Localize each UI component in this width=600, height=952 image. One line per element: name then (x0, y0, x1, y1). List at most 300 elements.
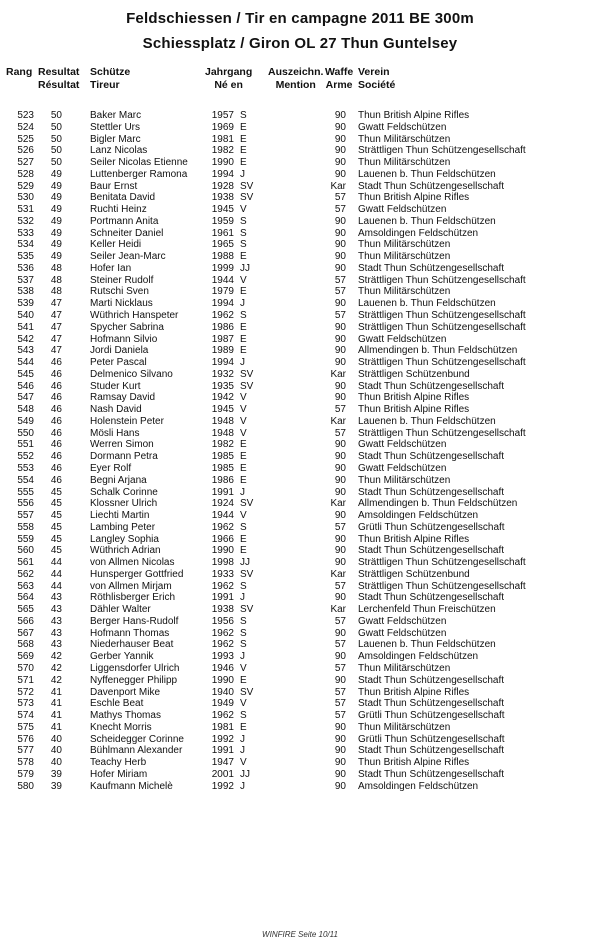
table-row (0, 345, 600, 357)
result-cell: 44 (50, 568, 62, 580)
birth-year-cell: 1924 (211, 498, 234, 510)
table-row (0, 310, 600, 322)
weapon-cell: 90 (334, 510, 346, 522)
result-cell: 46 (50, 474, 62, 486)
table-row (0, 628, 600, 640)
shooter-name-cell: Bühlmann Alexander (90, 745, 183, 757)
weapon-cell: 90 (334, 227, 346, 239)
weapon-cell: Kar (330, 498, 346, 510)
club-cell: Grütli Thun Schützengesellschaft (358, 733, 505, 745)
shooter-name-cell: Holenstein Peter (90, 415, 164, 427)
club-cell: Thun Militärschützen (358, 662, 451, 674)
shooter-name-cell: Hofmann Thomas (90, 627, 170, 639)
birth-year-cell: 1981 (211, 721, 234, 733)
club-cell: Stadt Thun Schützengesellschaft (358, 451, 505, 463)
shooter-name-cell: Rutschi Sven (90, 286, 149, 298)
club-cell: Thun British Alpine Rifles (358, 533, 470, 545)
birth-year-cell: 1990 (211, 674, 234, 686)
results-table (0, 110, 600, 792)
birth-year-cell: 1928 (211, 180, 234, 192)
shooter-name-cell: Lanz Nicolas (90, 145, 148, 157)
shooter-name-cell: Begni Arjana (90, 474, 147, 486)
shooter-name-cell: Portmann Anita (90, 215, 159, 227)
rank-cell: 564 (17, 592, 34, 604)
category-cell: S (240, 710, 247, 722)
result-cell: 49 (50, 251, 62, 263)
category-cell: V (240, 404, 247, 416)
club-cell: Strättligen Thun Schützengesellschaft (358, 310, 526, 322)
club-cell: Amsoldingen Feldschützen (358, 780, 479, 792)
birth-year-cell: 1999 (211, 262, 234, 274)
weapon-cell: Kar (330, 180, 346, 192)
club-cell: Strättligen Schützenbund (358, 368, 470, 380)
club-cell: Thun British Alpine Rifles (358, 392, 470, 404)
weapon-cell: 90 (334, 251, 346, 263)
club-cell: Gwatt Feldschützen (358, 121, 447, 133)
weapon-cell: 90 (334, 462, 346, 474)
club-cell: Thun British Alpine Rifles (358, 404, 470, 416)
birth-year-cell: 1933 (211, 568, 234, 580)
table-row (0, 416, 600, 428)
club-cell: Stadt Thun Schützengesellschaft (358, 180, 505, 192)
table-row (0, 110, 600, 122)
club-cell: Thun Militärschützen (358, 133, 451, 145)
shooter-name-cell: Keller Heidi (90, 239, 142, 251)
shooter-name-cell: Stettler Urs (90, 121, 141, 133)
rank-cell: 562 (17, 568, 34, 580)
birth-year-cell: 1982 (211, 145, 234, 157)
table-row (0, 534, 600, 546)
result-cell: 47 (50, 321, 62, 333)
table-row (0, 675, 600, 687)
rank-cell: 537 (17, 274, 34, 286)
weapon-cell: Kar (330, 415, 346, 427)
table-row (0, 757, 600, 769)
shooter-name-cell: Langley Sophia (90, 533, 159, 545)
table-row (0, 169, 600, 181)
rank-cell: 539 (17, 298, 34, 310)
birth-year-cell: 1992 (211, 780, 234, 792)
result-cell: 49 (50, 239, 62, 251)
shooter-name-cell: Benitata David (90, 192, 156, 204)
category-cell: V (240, 427, 247, 439)
result-cell: 46 (50, 392, 62, 404)
shooter-name-cell: Seiler Nicolas Etienne (90, 157, 188, 169)
category-cell: S (240, 227, 247, 239)
category-cell: E (240, 251, 247, 263)
birth-year-cell: 1966 (211, 533, 234, 545)
weapon-cell: 57 (334, 310, 346, 322)
category-cell: E (240, 286, 247, 298)
birth-year-cell: 1969 (211, 121, 234, 133)
result-cell: 42 (50, 674, 62, 686)
rank-cell: 527 (17, 157, 34, 169)
table-row (0, 698, 600, 710)
weapon-cell: 90 (334, 357, 346, 369)
birth-year-cell: 1994 (211, 168, 234, 180)
birth-year-cell: 1946 (211, 662, 234, 674)
weapon-cell: 90 (334, 380, 346, 392)
club-cell: Stadt Thun Schützengesellschaft (358, 745, 505, 757)
table-row (0, 369, 600, 381)
birth-year-cell: 1989 (211, 345, 234, 357)
shooter-name-cell: Davenport Mike (90, 686, 161, 698)
club-cell: Gwatt Feldschützen (358, 627, 447, 639)
birth-year-cell: 1981 (211, 133, 234, 145)
club-cell: Thun British Alpine Rifles (358, 192, 470, 204)
result-cell: 49 (50, 180, 62, 192)
table-row (0, 592, 600, 604)
rank-cell: 580 (17, 780, 34, 792)
shooter-name-cell: Niederhauser Beat (90, 639, 174, 651)
table-row (0, 475, 600, 487)
table-row (0, 581, 600, 593)
rank-cell: 524 (17, 121, 34, 133)
birth-year-cell: 1944 (211, 274, 234, 286)
birth-year-cell: 1986 (211, 321, 234, 333)
rank-cell: 528 (17, 168, 34, 180)
birth-year-cell: 1945 (211, 404, 234, 416)
weapon-cell: 90 (334, 121, 346, 133)
rank-cell: 529 (17, 180, 34, 192)
category-cell: J (240, 298, 245, 310)
result-cell: 43 (50, 639, 62, 651)
rank-cell: 561 (17, 557, 34, 569)
birth-year-cell: 1991 (211, 486, 234, 498)
birth-year-cell: 1991 (211, 592, 234, 604)
shooter-name-cell: Steiner Rudolf (90, 274, 154, 286)
rank-cell: 566 (17, 615, 34, 627)
result-cell: 46 (50, 368, 62, 380)
table-row (0, 381, 600, 393)
result-cell: 43 (50, 604, 62, 616)
weapon-cell: 90 (334, 674, 346, 686)
table-row (0, 569, 600, 581)
table-row (0, 357, 600, 369)
club-cell: Lauenen b. Thun Feldschützen (358, 215, 496, 227)
header-rang: Rang (6, 66, 33, 78)
table-row (0, 216, 600, 228)
weapon-cell: Kar (330, 368, 346, 380)
birth-year-cell: 1994 (211, 357, 234, 369)
result-cell: 45 (50, 510, 62, 522)
table-row (0, 251, 600, 263)
category-cell: S (240, 627, 247, 639)
club-cell: Thun Militärschützen (358, 251, 451, 263)
club-cell: Stadt Thun Schützengesellschaft (358, 380, 505, 392)
weapon-cell: 90 (334, 486, 346, 498)
category-cell: J (240, 357, 245, 369)
result-cell: 41 (50, 710, 62, 722)
weapon-cell: 90 (334, 345, 346, 357)
shooter-name-cell: Nyffenegger Philipp (90, 674, 178, 686)
weapon-cell: Kar (330, 568, 346, 580)
category-cell: E (240, 145, 247, 157)
birth-year-cell: 1988 (211, 251, 234, 263)
category-cell: V (240, 204, 247, 216)
category-cell: E (240, 451, 247, 463)
weapon-cell: 90 (334, 721, 346, 733)
table-row (0, 734, 600, 746)
shooter-name-cell: Hofmann Silvio (90, 333, 158, 345)
category-cell: E (240, 121, 247, 133)
result-cell: 47 (50, 310, 62, 322)
rank-cell: 567 (17, 627, 34, 639)
shooter-name-cell: Kaufmann Michelè (90, 780, 173, 792)
club-cell: Lerchenfeld Thun Freischützen (358, 604, 496, 616)
table-row (0, 275, 600, 287)
weapon-cell: 90 (334, 651, 346, 663)
club-cell: Thun Militärschützen (358, 286, 451, 298)
table-row (0, 334, 600, 346)
birth-year-cell: 1957 (211, 110, 234, 121)
shooter-name-cell: von Allmen Nicolas (90, 557, 175, 569)
weapon-cell: 90 (334, 145, 346, 157)
shooter-name-cell: Bigler Marc (90, 133, 141, 145)
weapon-cell: 90 (334, 298, 346, 310)
table-row (0, 687, 600, 699)
header-verein: Verein Société (358, 66, 396, 91)
birth-year-cell: 2001 (211, 768, 234, 780)
club-cell: Thun British Alpine Rifles (358, 686, 470, 698)
weapon-cell: 57 (334, 710, 346, 722)
category-cell: J (240, 733, 245, 745)
birth-year-cell: 1987 (211, 333, 234, 345)
result-cell: 46 (50, 462, 62, 474)
weapon-cell: 57 (334, 686, 346, 698)
header-schuetze: Schütze Tireur (90, 66, 131, 91)
table-row (0, 145, 600, 157)
shooter-name-cell: Peter Pascal (90, 357, 147, 369)
birth-year-cell: 1938 (211, 192, 234, 204)
table-row (0, 557, 600, 569)
category-cell: E (240, 474, 247, 486)
shooter-name-cell: Dormann Petra (90, 451, 158, 463)
table-row (0, 134, 600, 146)
result-cell: 41 (50, 686, 62, 698)
club-cell: Thun British Alpine Rifles (358, 110, 470, 121)
result-cell: 49 (50, 204, 62, 216)
category-cell: E (240, 345, 247, 357)
club-cell: Lauenen b. Thun Feldschützen (358, 298, 496, 310)
result-cell: 44 (50, 580, 62, 592)
result-cell: 39 (50, 780, 62, 792)
rank-cell: 576 (17, 733, 34, 745)
club-cell: Strättligen Thun Schützengesellschaft (358, 557, 526, 569)
shooter-name-cell: Knecht Morris (90, 721, 152, 733)
birth-year-cell: 1998 (211, 557, 234, 569)
club-cell: Thun British Alpine Rifles (358, 757, 470, 769)
birth-year-cell: 1956 (211, 615, 234, 627)
table-row (0, 122, 600, 134)
category-cell: V (240, 698, 247, 710)
weapon-cell: 90 (334, 333, 346, 345)
rank-cell: 544 (17, 357, 34, 369)
table-row (0, 663, 600, 675)
result-cell: 46 (50, 451, 62, 463)
rank-cell: 550 (17, 427, 34, 439)
rank-cell: 552 (17, 451, 34, 463)
category-cell: SV (240, 192, 254, 204)
club-cell: Thun Militärschützen (358, 474, 451, 486)
result-cell: 42 (50, 662, 62, 674)
rank-cell: 526 (17, 145, 34, 157)
club-cell: Amsoldingen Feldschützen (358, 651, 479, 663)
result-cell: 49 (50, 168, 62, 180)
rank-cell: 568 (17, 639, 34, 651)
category-cell: SV (240, 498, 254, 510)
category-cell: J (240, 745, 245, 757)
category-cell: S (240, 239, 247, 251)
club-cell: Thun Militärschützen (358, 239, 451, 251)
result-cell: 46 (50, 357, 62, 369)
result-cell: 49 (50, 215, 62, 227)
rank-cell: 548 (17, 404, 34, 416)
club-cell: Stadt Thun Schützengesellschaft (358, 698, 505, 710)
result-cell: 43 (50, 615, 62, 627)
shooter-name-cell: Spycher Sabrina (90, 321, 164, 333)
category-cell: SV (240, 604, 254, 616)
table-row (0, 263, 600, 275)
result-cell: 49 (50, 227, 62, 239)
birth-year-cell: 1962 (211, 580, 234, 592)
table-row (0, 616, 600, 628)
rank-cell: 558 (17, 521, 34, 533)
table-row (0, 651, 600, 663)
table-row (0, 781, 600, 793)
weapon-cell: 90 (334, 745, 346, 757)
weapon-cell: 90 (334, 239, 346, 251)
shooter-name-cell: Schalk Corinne (90, 486, 158, 498)
club-cell: Gwatt Feldschützen (358, 204, 447, 216)
category-cell: V (240, 757, 247, 769)
rank-cell: 574 (17, 710, 34, 722)
shooter-name-cell: Baker Marc (90, 110, 142, 121)
rank-cell: 523 (17, 110, 34, 121)
category-cell: J (240, 780, 245, 792)
weapon-cell: 90 (334, 533, 346, 545)
rank-cell: 543 (17, 345, 34, 357)
weapon-cell: 57 (334, 639, 346, 651)
rank-cell: 569 (17, 651, 34, 663)
birth-year-cell: 1965 (211, 239, 234, 251)
shooter-name-cell: Hofer Miriam (90, 768, 148, 780)
club-cell: Strättligen Schützenbund (358, 568, 470, 580)
shooter-name-cell: Baur Ernst (90, 180, 138, 192)
category-cell: JJ (240, 557, 250, 569)
table-row (0, 545, 600, 557)
result-cell: 41 (50, 721, 62, 733)
rank-cell: 571 (17, 674, 34, 686)
weapon-cell: 57 (334, 615, 346, 627)
category-cell: E (240, 533, 247, 545)
header-resultat: Resultat Résultat (38, 66, 80, 91)
club-cell: Stadt Thun Schützengesellschaft (358, 262, 505, 274)
shooter-name-cell: Gerber Yannik (90, 651, 154, 663)
birth-year-cell: 1993 (211, 651, 234, 663)
shooter-name-cell: Jordi Daniela (90, 345, 149, 357)
category-cell: SV (240, 180, 254, 192)
club-cell: Stadt Thun Schützengesellschaft (358, 592, 505, 604)
club-cell: Amsoldingen Feldschützen (358, 510, 479, 522)
weapon-cell: 90 (334, 262, 346, 274)
shooter-name-cell: Liechti Martin (90, 510, 150, 522)
category-cell: E (240, 157, 247, 169)
table-row (0, 192, 600, 204)
weapon-cell: 90 (334, 321, 346, 333)
category-cell: E (240, 133, 247, 145)
table-row (0, 439, 600, 451)
table-row (0, 639, 600, 651)
weapon-cell: 90 (334, 757, 346, 769)
club-cell: Strättligen Thun Schützengesellschaft (358, 427, 526, 439)
header-waffe: Waffe Arme (325, 66, 354, 91)
weapon-cell: 57 (334, 274, 346, 286)
club-cell: Strättligen Thun Schützengesellschaft (358, 357, 526, 369)
rank-cell: 556 (17, 498, 34, 510)
result-cell: 45 (50, 521, 62, 533)
table-row (0, 745, 600, 757)
shooter-name-cell: Werren Simon (90, 439, 154, 451)
rank-cell: 575 (17, 721, 34, 733)
rank-cell: 572 (17, 686, 34, 698)
shooter-name-cell: Hofer Ian (90, 262, 132, 274)
table-row (0, 204, 600, 216)
table-row (0, 510, 600, 522)
weapon-cell: 57 (334, 698, 346, 710)
category-cell: E (240, 721, 247, 733)
weapon-cell: 90 (334, 392, 346, 404)
rank-cell: 525 (17, 133, 34, 145)
shooter-name-cell: Nash David (90, 404, 142, 416)
category-cell: V (240, 392, 247, 404)
result-cell: 46 (50, 415, 62, 427)
table-row (0, 463, 600, 475)
birth-year-cell: 1962 (211, 310, 234, 322)
club-cell: Strättligen Thun Schützengesellschaft (358, 580, 526, 592)
weapon-cell: 57 (334, 580, 346, 592)
weapon-cell: 57 (334, 521, 346, 533)
rank-cell: 573 (17, 698, 34, 710)
club-cell: Strättligen Thun Schützengesellschaft (358, 145, 526, 157)
category-cell: S (240, 521, 247, 533)
club-cell: Stadt Thun Schützengesellschaft (358, 486, 505, 498)
club-cell: Stadt Thun Schützengesellschaft (358, 674, 505, 686)
weapon-cell: 57 (334, 662, 346, 674)
table-row (0, 428, 600, 440)
table-row (0, 286, 600, 298)
result-cell: 47 (50, 333, 62, 345)
birth-year-cell: 1948 (211, 415, 234, 427)
result-cell: 46 (50, 439, 62, 451)
result-cell: 48 (50, 262, 62, 274)
weapon-cell: 90 (334, 627, 346, 639)
weapon-cell: 57 (334, 404, 346, 416)
result-cell: 43 (50, 592, 62, 604)
shooter-name-cell: von Allmen Mirjam (90, 580, 172, 592)
shooter-name-cell: Seiler Jean-Marc (90, 251, 166, 263)
rank-cell: 547 (17, 392, 34, 404)
table-row (0, 522, 600, 534)
rank-cell: 546 (17, 380, 34, 392)
table-row (0, 239, 600, 251)
shooter-name-cell: Hunsperger Gottfried (90, 568, 184, 580)
club-cell: Gwatt Feldschützen (358, 615, 447, 627)
category-cell: V (240, 510, 247, 522)
category-cell: E (240, 439, 247, 451)
weapon-cell: 90 (334, 768, 346, 780)
table-row (0, 157, 600, 169)
